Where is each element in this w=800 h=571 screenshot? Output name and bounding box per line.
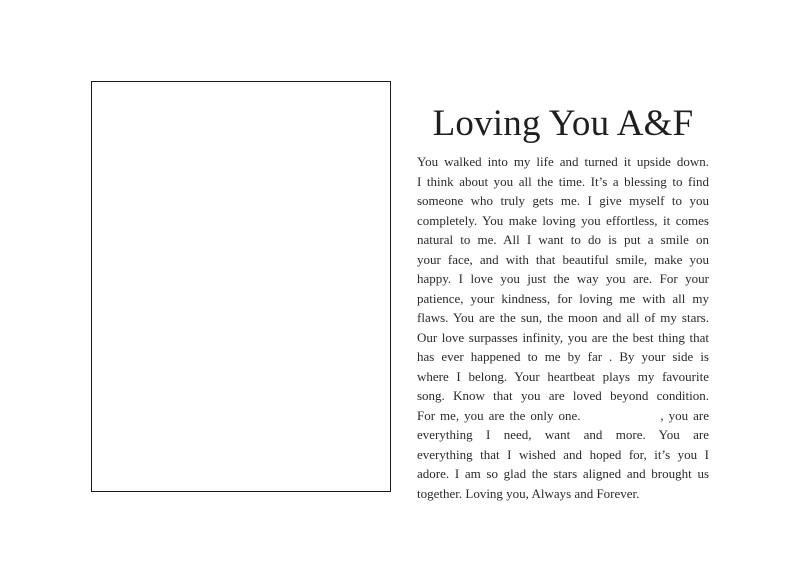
poem-body — [417, 152, 709, 503]
poem-line: together. Loving you, Always and Forever. — [417, 485, 640, 501]
photo-placeholder-frame — [91, 81, 391, 492]
text-column — [417, 100, 709, 503]
poem-line: Our love surpasses infinity, you are the best thing that — [417, 329, 709, 345]
poem-line: everything that I wished and hoped for, it’s you I — [417, 446, 709, 462]
poem-line: patience, your kindness, for loving me with all my — [417, 290, 709, 306]
page-title: Loving You A&F — [432, 103, 694, 144]
poem-line: song. Know that you are loved beyond condition. — [417, 388, 709, 403]
poem-line: completely. You make loving you effortless, it comes — [417, 212, 709, 228]
poem-line: your face, and with that beautiful smile, make you — [417, 251, 709, 267]
poem-line: has ever happened to me by far . By your side is — [417, 349, 709, 364]
poem-line: happy. I love you just the way you are. For your — [417, 271, 709, 286]
poem-line: where I belong. Your heartbeat plays my favourite — [417, 368, 709, 384]
poem-line: adore. I am so glad the stars aligned and brought us — [417, 466, 709, 481]
poem-line: flaws. You are the sun, the moon and all of my stars. — [417, 310, 709, 325]
poem-line: someone who truly gets me. I give myself to you — [417, 193, 709, 208]
poem-line: natural to me. All I want to do is put a smile on — [417, 232, 709, 247]
poem-line: everything I need, want and more. You are — [417, 427, 709, 442]
poem-line: For me, you are the only one. , you are — [417, 407, 709, 423]
poem-line: I think about you all the time. It’s a blessing to find — [417, 173, 709, 189]
poem-line: You walked into my life and turned it upside down. — [417, 154, 709, 169]
